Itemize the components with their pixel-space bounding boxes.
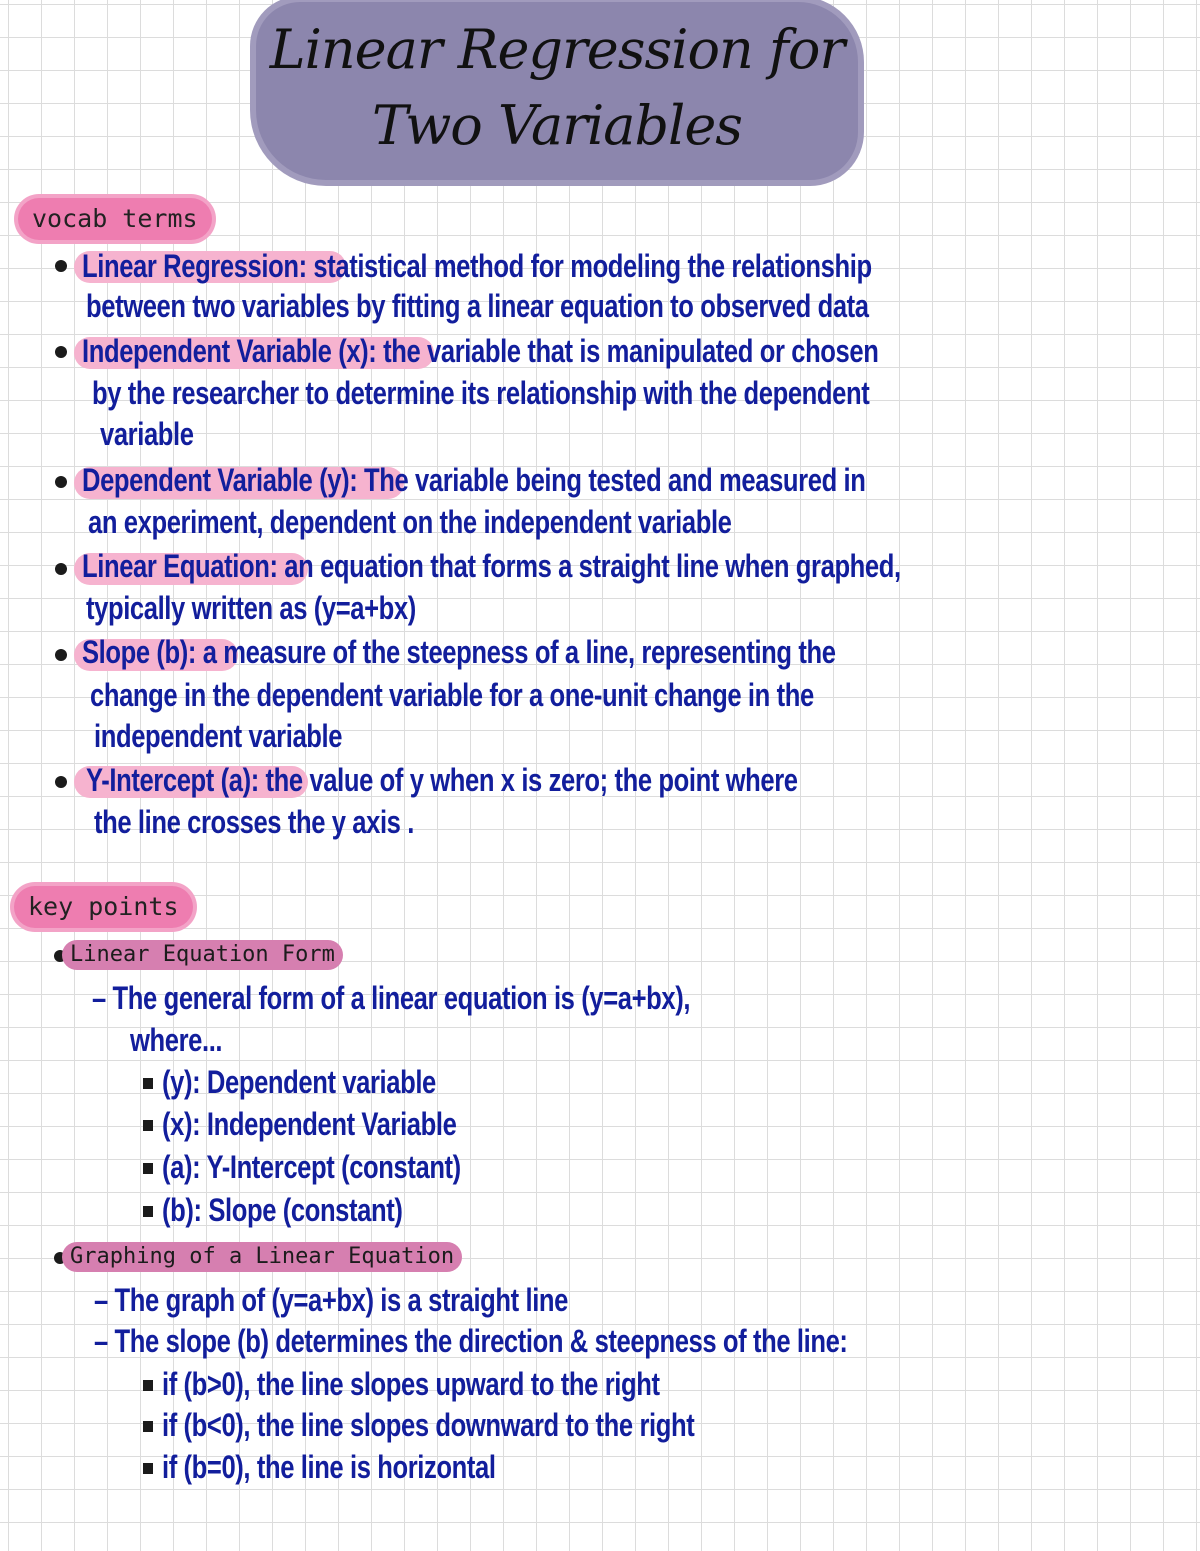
dash-text: The slope (b) determines the direction & steepness of the line: bbox=[114, 1323, 848, 1359]
vocab-line: typically written as (y=a+bx) bbox=[86, 590, 416, 626]
vocab-term: Dependent Variable (y): bbox=[82, 462, 358, 498]
vocab-terms-label: vocab terms bbox=[18, 198, 212, 240]
square-bullet-icon bbox=[143, 1120, 153, 1131]
vocab-definition: the value of y when x is zero; the point where bbox=[258, 762, 798, 798]
page-title bbox=[256, 12, 858, 164]
vocab-definition: an equation that forms a straight line when graphed, bbox=[277, 548, 901, 584]
vocab-line: by the researcher to determine its relationship with the dependent bbox=[92, 375, 870, 411]
vocab-line: between two variables by fitting a linear equation to observed data bbox=[86, 288, 869, 324]
vocab-item-y-intercept bbox=[86, 762, 798, 799]
section-heading-linear-equation-form: Linear Equation Form bbox=[62, 940, 343, 970]
vocab-term: Independent Variable (x): bbox=[82, 333, 377, 369]
sub-item: (x): Independent Variable bbox=[162, 1106, 457, 1142]
vocab-item-slope bbox=[82, 634, 836, 671]
vocab-definition: The variable being tested and measured in bbox=[357, 462, 866, 498]
dash-item: – The general form of a linear equation is (y=a+bx), bbox=[92, 980, 691, 1016]
vocab-term: Linear Regression: bbox=[82, 248, 307, 284]
bullet-icon bbox=[55, 260, 67, 272]
vocab-term: Linear Equation: bbox=[82, 548, 278, 584]
vocab-item-independent-variable bbox=[82, 333, 878, 370]
bullet-icon bbox=[55, 346, 67, 358]
sub-item: (y): Dependent variable bbox=[162, 1064, 436, 1100]
vocab-line: independent variable bbox=[94, 718, 343, 754]
square-bullet-icon bbox=[143, 1078, 153, 1089]
vocab-item-linear-regression bbox=[82, 248, 872, 285]
bullet-icon bbox=[55, 776, 67, 788]
dash-text: The general form of a linear equation is (y=a+bx), bbox=[112, 980, 691, 1016]
bullet-icon bbox=[55, 563, 67, 575]
title-line-2: Two Variables bbox=[371, 94, 742, 157]
dash-item: – The graph of (y=a+bx) is a straight line bbox=[94, 1282, 568, 1318]
vocab-term: Slope (b): bbox=[82, 634, 197, 670]
vocab-definition: the variable that is manipulated or chosen bbox=[376, 333, 879, 369]
sub-item: (b): Slope (constant) bbox=[162, 1192, 403, 1228]
square-bullet-icon bbox=[143, 1380, 153, 1391]
key-points-label: key points bbox=[14, 886, 193, 928]
dash-continuation: where... bbox=[130, 1022, 223, 1058]
square-bullet-icon bbox=[143, 1421, 153, 1432]
dash-text: The graph of (y=a+bx) is a straight line bbox=[114, 1282, 568, 1318]
vocab-item-linear-equation bbox=[82, 548, 901, 585]
vocab-line: variable bbox=[100, 416, 194, 452]
square-bullet-icon bbox=[143, 1463, 153, 1474]
vocab-definition: a measure of the steepness of a line, representing the bbox=[196, 634, 836, 670]
vocab-definition: statistical method for modeling the relationship bbox=[306, 248, 872, 284]
vocab-line: the line crosses the y axis . bbox=[94, 804, 414, 840]
vocab-term: Y-Intercept (a): bbox=[86, 762, 259, 798]
vocab-line: change in the dependent variable for a one-unit change in the bbox=[90, 677, 814, 713]
sub-item: if (b=0), the line is horizontal bbox=[162, 1449, 496, 1485]
bullet-icon bbox=[55, 649, 67, 661]
dash-item: – The slope (b) determines the direction & steepness of the line: bbox=[94, 1323, 848, 1359]
sub-item: if (b<0), the line slopes downward to the right bbox=[162, 1407, 695, 1443]
section-heading-graphing: Graphing of a Linear Equation bbox=[62, 1242, 462, 1272]
square-bullet-icon bbox=[143, 1163, 153, 1174]
vocab-item-dependent-variable bbox=[82, 462, 865, 499]
sub-item: if (b>0), the line slopes upward to the right bbox=[162, 1366, 660, 1402]
sub-item: (a): Y-Intercept (constant) bbox=[162, 1149, 461, 1185]
title-line-1: Linear Regression for bbox=[269, 18, 845, 81]
square-bullet-icon bbox=[143, 1206, 153, 1217]
bullet-icon bbox=[55, 476, 67, 488]
vocab-line: an experiment, dependent on the independent variable bbox=[88, 504, 732, 540]
